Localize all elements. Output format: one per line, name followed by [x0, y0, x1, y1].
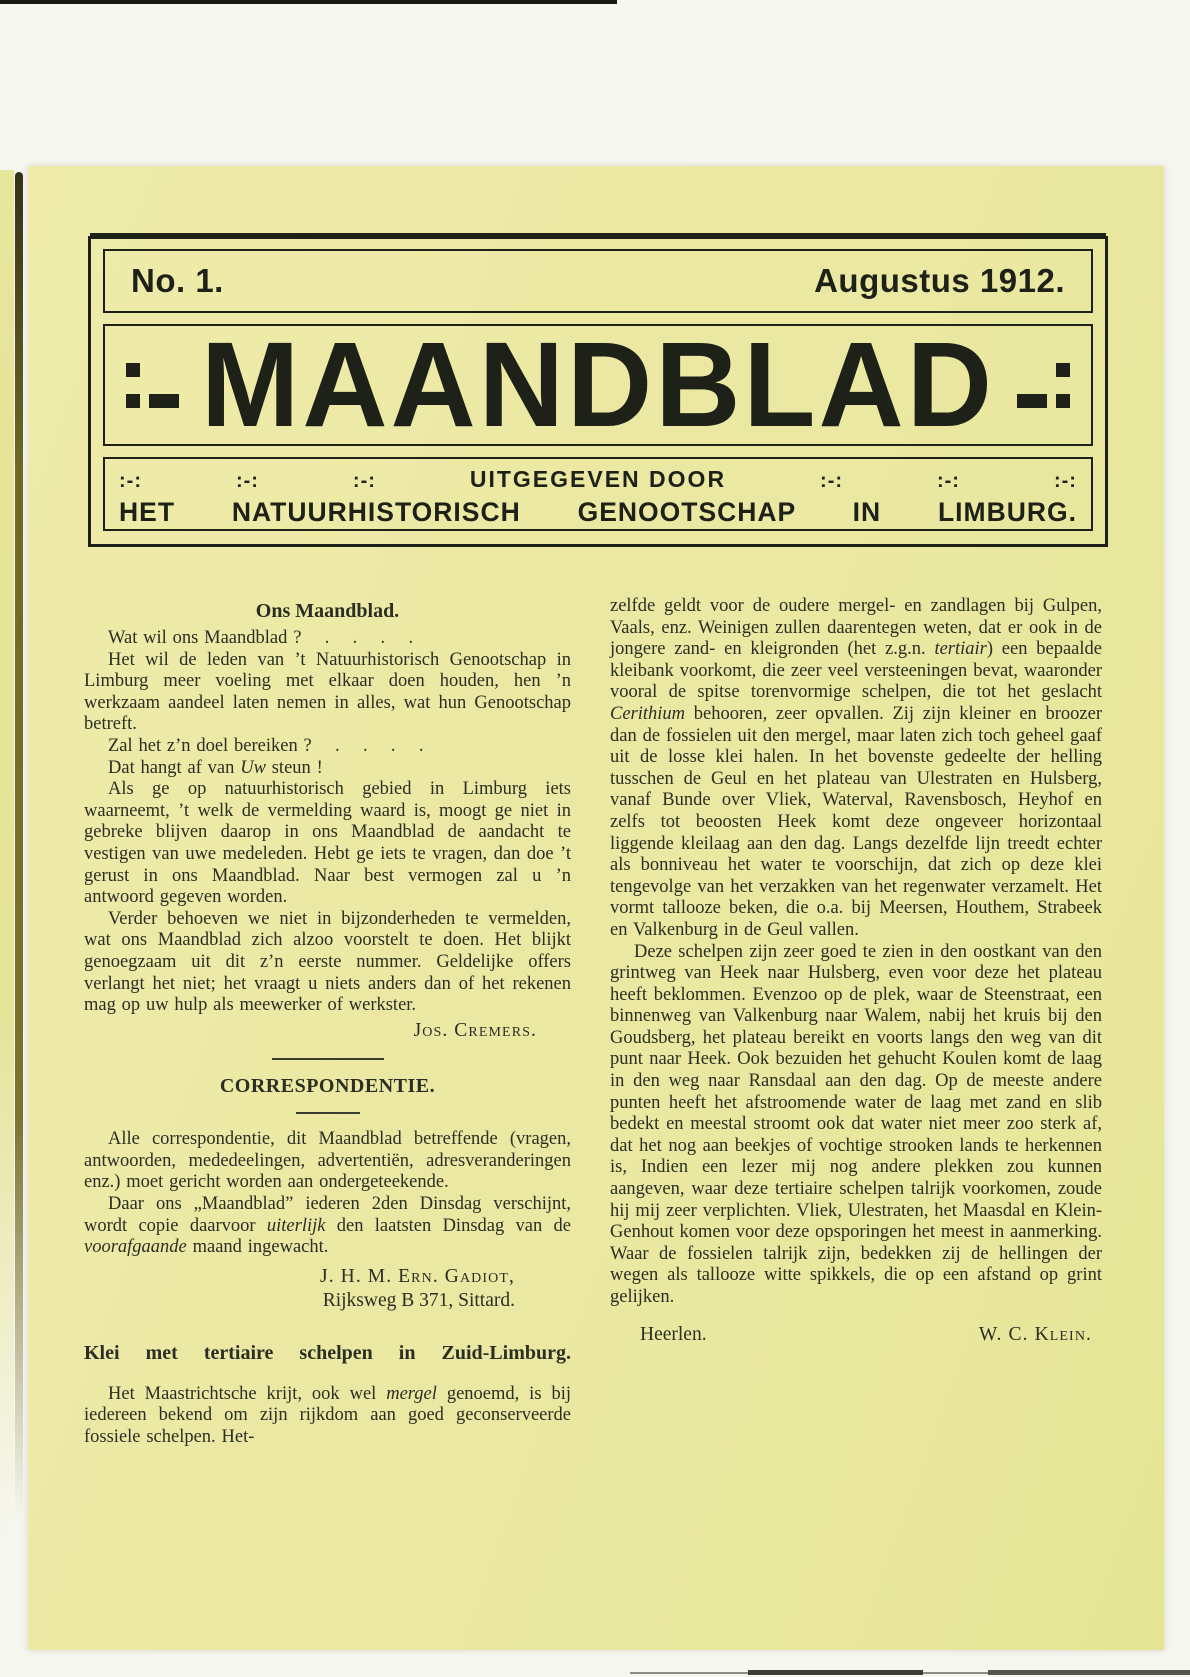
issue-number: No. 1. [131, 262, 224, 299]
article-heading-ons-maandblad: Ons Maandblad. [255, 600, 400, 622]
magazine-title: MAANDBLAD [201, 317, 995, 453]
paragraph: Daar ons „Maandblad” iederen 2den Dinsdag verschijnt, wordt copie daarvoor uiterlijk den laatsten Dinsdag van de voorafgaande maand ingewacht. [84, 1194, 571, 1258]
deco-mark: :-: [352, 470, 376, 492]
scan-artifact-page-edge [0, 170, 14, 1550]
paragraph: Zal het z’n doel bereiken ? . . . . [108, 735, 424, 756]
ornament-dash [149, 394, 179, 408]
paragraph: Wat wil ons Maandblad ? . . . . [108, 628, 414, 648]
paragraph: Deze schelpen zijn zeer goed te zien in den oostkant van den grintweg van Heek naar Hulsberg, even voor deze het plateau heeft beklommen. Evenzoo op de plek, waar de Steenstraat, een binnenweg van Valkenburg naar Walem, nabij het kruis bij den Goudsberg, het plateau bereikt en voorts langs den weg van dit punt naar Heek. Ook bezuiden het gehucht Koulen komt de laag in den weg naar Ransdaal aan den dag. Op de meeste andere punten heeft het afstroomende water de laag met zand en slib bedekt en meestal stroomt ook dat water niet meer zoo sterk af, dat het nog aan beekjes of vochtige strooken lands te herkennen is, Indien een lezer mij nog andere plekken zou kunnen aangeven, waar deze tertiaire schelpen talrijk voorkomen, zoude hij mij zeer verplichten. Vliek, Ulestraten, het Maasdal en Klein-Genhout komen voor deze opsporingen het meest in aanmerking. Waar de fossielen talrijk zijn, bedekken zij de hellingen der wegen als tallooze witte spikkels, die op een afstand op grint gelijken. [610, 941, 1103, 1307]
masthead [88, 236, 1108, 547]
scan-artifact-binding-line [15, 172, 23, 1522]
ornament-colon [126, 363, 140, 408]
paragraph: Het Maastrichtsche krijt, ook wel mergel genoemd, is bij iedereen bekend om zijn rijkdom aan goed geconserveerde fossiele schelpen. Het- [84, 1383, 571, 1448]
paragraph: Dat hangt af van Uw steun ! [108, 757, 323, 778]
ornament-dash [1017, 394, 1047, 408]
publisher-name: HET NATUURHISTORISCH GENOOTSCHAP IN LIMBURG. [119, 497, 1077, 527]
place-name: Heerlen. [640, 1323, 707, 1345]
scan-artifact-bottom-mark [748, 1670, 923, 1675]
author-signature: W. C. Klein. [978, 1323, 1092, 1345]
scan-artifact-top-line [0, 0, 617, 4]
section-divider [272, 1058, 384, 1060]
paragraph: Verder behoeven we niet in bijzonderheden te vermelden, wat ons Maandblad zich alzoo voorstelt te doen. Het blijkt genoegzaam uit dit z’n eerste nummer. Geldelijke offers verlangt het niet; het vraagt u niets anders dan of het rekenen mag op uw hulp als meewerker of werkster. [84, 908, 571, 1016]
deco-mark: :-: [936, 470, 960, 492]
scan-artifact-bottom-mark [988, 1670, 1190, 1675]
article-footer [610, 1324, 1102, 1346]
paragraph: Alle correspondentie, dit Maandblad betreffende (vragen, antwoorden, mededeelingen, advertentiën, adresveranderingen enz.) moet gericht worden aan ondergeteekende. [84, 1129, 571, 1193]
deco-mark: :-: [820, 470, 844, 492]
ornament-colon [1056, 363, 1070, 408]
author-signature: Jos. Cremers. [413, 1019, 537, 1041]
editor-signature-block [84, 1265, 571, 1314]
right-column [610, 596, 1102, 1345]
editor-name: J. H. M. Ern. Gadiot, [320, 1265, 515, 1287]
deco-mark: :-: [235, 470, 259, 492]
section-divider [296, 1112, 360, 1114]
issue-row [103, 249, 1093, 313]
paragraph: zelfde geldt voor de oudere mergel- en zandlagen bij Gulpen, Vaals, enz. Weinigen zullen daarentegen weten, dat er ook in de jongere zand- en kleigronden (het z.g.n. tertiair) een bepaalde kleibank voorkomt, die zeer veel versteeningen bevat, waaronder vooral de spitse torenvormige schelpen, die tot het geslacht Cerithium behooren, zeer opvallen. Zij zijn kleiner en broozer dan de fossielen uit den mergel, maar laten zich toch geheel gaaf uit de losse klei halen. In het bovenste gedeelte der helling tusschen de Geul en het plateau van Ulestraten en Hulsberg, vanaf Bunde over Vliek, Waterval, Ravensbosch, Heyhof en zelfs tot beoosten Heek komt deze ongeveer horizontaal liggende kleilaag aan den dag. Langs dezelfde lijn treedt echter als bonniveau het water te voorschijn, dat zich op deze klei tengevolge van het verzakken van het regenwater verzamelt. Het vormt tallooze beken, die o.a. bij Meersen, Houthem, Strabeek en Valkenburg in de Geul vallen. [610, 596, 1102, 940]
title-ornament-right [1017, 363, 1070, 408]
publisher-box [103, 457, 1093, 531]
paragraph: Het wil de leden van ’t Natuurhistorisch Genootschap in Limburg meer voeling met elkaar doen houden, hen ’n werkzaam aandeel laten nemen in alles, wat hun Genootschap betreft. [84, 649, 571, 735]
magazine-page [28, 166, 1164, 1650]
editor-address: Rijksweg B 371, Sittard. [322, 1290, 515, 1312]
published-by-row [119, 466, 1077, 493]
published-by-label: UITGEGEVEN DOOR [469, 466, 727, 492]
deco-mark: :-: [119, 470, 142, 492]
title-box [103, 317, 1093, 453]
deco-mark: :-: [1053, 470, 1077, 492]
issue-date: Augustus 1912. [814, 262, 1065, 299]
article-heading-correspondentie: CORRESPONDENTIE. [219, 1075, 436, 1098]
article-heading-klei: Klei met tertiaire schelpen in Zuid-Limburg. [84, 1341, 571, 1364]
paragraph: Als ge op natuurhistorisch gebied in Limburg iets waarneemt, ’t welk de vermelding waard is, moogt ge niet in gebreke blijven daarop in ons Maandblad de aandacht te vestigen van uwe medeleden. Hebt ge iets te vragen, dan doe ’t gerust in ons Maandblad. Naar best vermogen zal u ’n antwoord gegeven worden. [84, 779, 571, 908]
left-column [84, 598, 571, 1449]
title-ornament-left [126, 363, 179, 408]
